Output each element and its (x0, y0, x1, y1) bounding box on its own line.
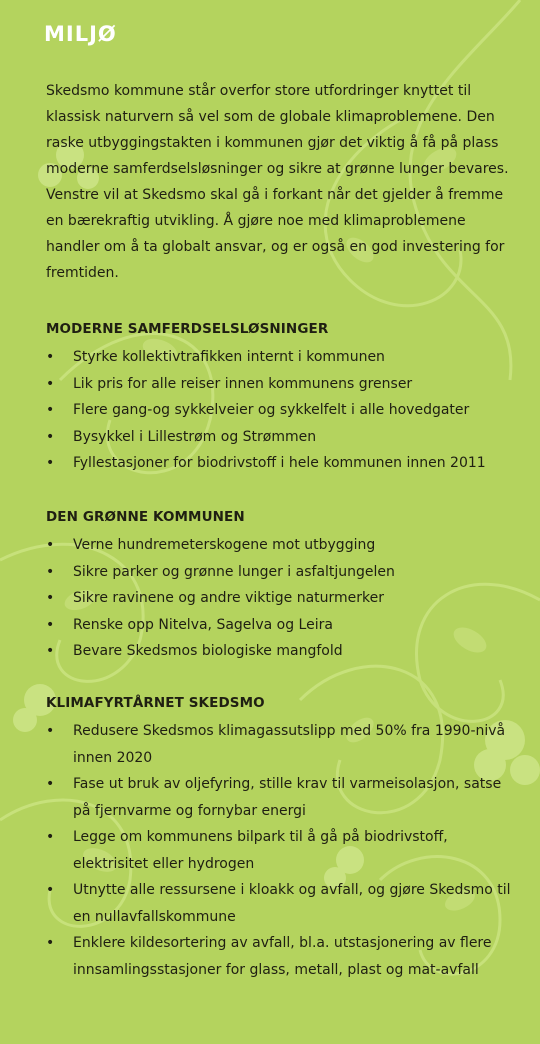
bullet-icon: • (46, 455, 55, 471)
bullet-icon: • (46, 402, 55, 418)
bullet-icon: • (46, 537, 55, 553)
bullet-icon: • (46, 590, 55, 606)
list-item: • Verne hundremeterskogene mot utbygging (46, 532, 520, 559)
bullet-icon: • (46, 428, 55, 445)
bullet-icon: • (46, 616, 55, 633)
bullet-icon: • (46, 563, 55, 580)
bullet-icon: • (46, 349, 55, 365)
list-item: • Enklere kildesortering av avfall, bl.a. utstasjonering av flere innsamlingsstasjoner for glass, metall, plast og mat-avfall (46, 930, 520, 983)
list-item: • Redusere Skedsmos klimagassutslipp med 50% fra 1990-nivå innen 2020 (46, 718, 520, 771)
list-item: • Bevare Skedsmos biologiske mangfold (46, 638, 520, 665)
section-green-municipality (46, 504, 520, 665)
bullet-icon: • (46, 723, 55, 739)
list-item: • Sikre parker og grønne lunger i asfaltjungelen (46, 559, 520, 586)
intro-paragraph: Skedsmo kommune står overfor store utfordringer knyttet til klassisk naturvern så vel som de globale klimaproblemene. Den raske utbyggingstakten i kommunen gjør det viktig å få på plass moderne samferdselsløsninger og sikre at grønne lunger bevares. Venstre vil at Skedsmo skal gå i forkant når det gjelder å fremme en bærekraftig utvikling. Å gjøre noe med klimaproblemene handler om å ta globalt ansvar, og er også en god investering for fremtiden. (46, 83, 509, 281)
bullet-icon: • (46, 935, 55, 951)
list-item: • Legge om kommunens bilpark til å gå på biodrivstoff, elektrisitet eller hydrogen (46, 824, 520, 877)
section-heading: DEN GRØNNE KOMMUNEN (46, 509, 245, 525)
bullet-list (46, 532, 520, 665)
bullet-list (46, 718, 520, 983)
list-item: • Sikre ravinene og andre viktige naturmerker (46, 585, 520, 612)
section-modern-transport (46, 316, 520, 477)
bullet-icon: • (46, 375, 55, 392)
section-climate-lighthouse (46, 690, 520, 983)
list-item: • Lik pris for alle reiser innen kommunens grenser (46, 371, 520, 398)
list-item: • Fase ut bruk av oljefyring, stille krav til varmeisolasjon, satse på fjernvarme og fornybar energi (46, 771, 520, 824)
list-item: • Flere gang-og sykkelveier og sykkelfelt i alle hovedgater (46, 397, 520, 424)
page-title: MILJØ (44, 22, 117, 46)
bullet-icon: • (46, 643, 55, 659)
list-item: • Fyllestasjoner for biodrivstoff i hele kommunen innen 2011 (46, 450, 520, 477)
section-heading: MODERNE SAMFERDSELSLØSNINGER (46, 321, 329, 337)
list-item: • Utnytte alle ressursene i kloakk og avfall, og gjøre Skedsmo til en nullavfallskommune (46, 877, 520, 930)
bullet-icon: • (46, 882, 55, 898)
list-item: • Renske opp Nitelva, Sagelva og Leira (46, 612, 520, 639)
bullet-icon: • (46, 829, 55, 845)
list-item: • Styrke kollektivtrafikken internt i kommunen (46, 344, 520, 371)
bullet-list (46, 344, 520, 477)
bullet-icon: • (46, 776, 55, 792)
section-heading: KLIMAFYRTÅRNET SKEDSMO (46, 695, 265, 711)
list-item: • Bysykkel i Lillestrøm og Strømmen (46, 424, 520, 451)
